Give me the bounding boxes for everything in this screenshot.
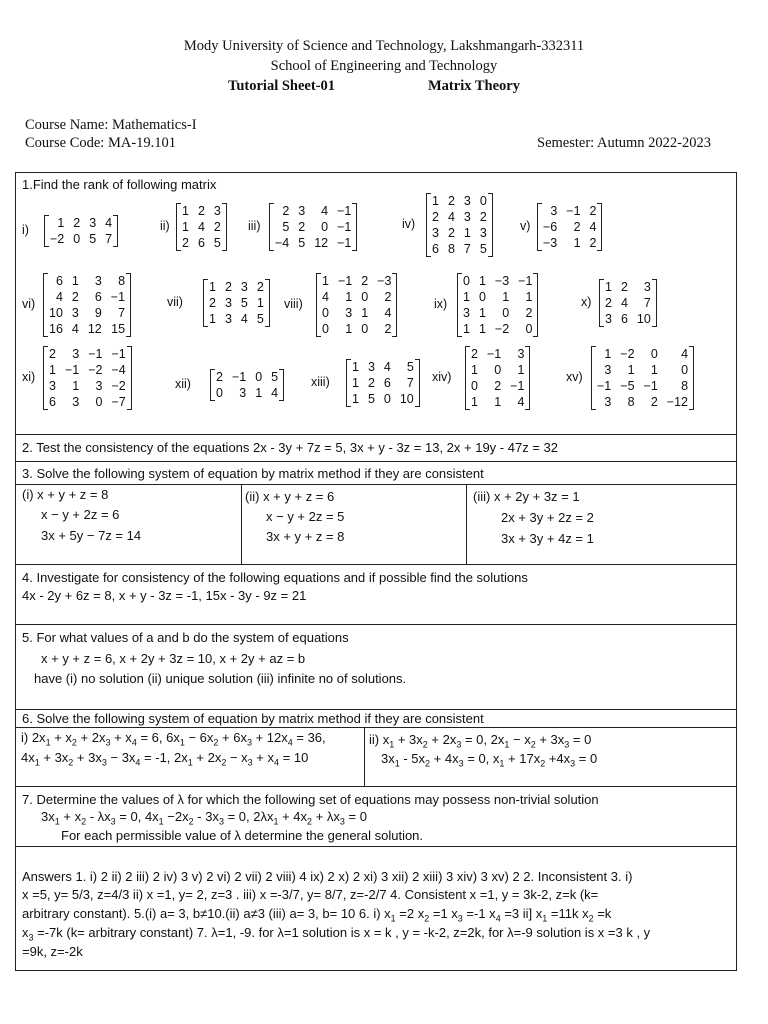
matrix-cell: 1 bbox=[352, 360, 359, 374]
matrix-cell: 3 bbox=[605, 312, 612, 326]
matrix-cell: 4 bbox=[589, 220, 597, 234]
matrix-cell: 1 bbox=[71, 274, 79, 288]
matrix-2 bbox=[176, 203, 227, 251]
matrix-cell: 1 bbox=[345, 322, 353, 336]
matrix-cell: 2 bbox=[573, 220, 581, 234]
matrix-cell: 2 bbox=[447, 226, 455, 240]
matrix-cell: −12 bbox=[666, 395, 689, 409]
matrix-cell: −3 bbox=[543, 236, 558, 250]
matrix-cell: 9 bbox=[94, 306, 102, 320]
matrix-cell: 3 bbox=[604, 395, 612, 409]
matrix-cell: −2 bbox=[494, 322, 510, 336]
matrix-cell: 3 bbox=[240, 280, 248, 294]
matrix-cell: 1 bbox=[255, 386, 263, 400]
matrix-cell: 10 bbox=[399, 392, 414, 406]
question-5-line3: have (i) no solution (ii) unique solution (iii) infinite no of solutions. bbox=[34, 671, 407, 686]
matrix-cell: −1 bbox=[231, 370, 247, 384]
question-2-section bbox=[15, 435, 737, 462]
matrix-cell: 0 bbox=[322, 306, 329, 320]
matrix-cell: 4 bbox=[383, 360, 391, 374]
matrix-cell: 4 bbox=[271, 386, 279, 400]
question-5-section bbox=[15, 625, 737, 710]
matrix-cell: 1 bbox=[525, 290, 533, 304]
matrix-cell: 1 bbox=[463, 322, 470, 336]
matrix-cell: 0 bbox=[383, 392, 391, 406]
matrix-cell: 5 bbox=[213, 236, 221, 250]
matrix-cell: 2 bbox=[494, 379, 502, 393]
matrix-cell: 4 bbox=[384, 306, 392, 320]
matrix-cell: 3 bbox=[72, 347, 80, 361]
matrix-cell: 1 bbox=[627, 363, 635, 377]
matrix-cell: −1 bbox=[486, 347, 502, 361]
q3-part-i-eq2: x − y + 2z = 6 bbox=[41, 507, 120, 522]
q6-part-ii-line2: $3x_1 - 5x_2 + 4x_3 = 0$, $x_1 + 17x_2 +4x_3 = 0$ bbox=[381, 751, 598, 769]
matrix-cell: 0 bbox=[471, 379, 478, 393]
matrix-cell: 1 bbox=[478, 306, 486, 320]
matrix-cell: 3 bbox=[604, 363, 612, 377]
matrix-cell: 0 bbox=[463, 274, 470, 288]
matrix-label: iii) bbox=[248, 219, 261, 233]
matrix-cell: 3 bbox=[89, 216, 97, 230]
matrix-cell: 0 bbox=[321, 220, 329, 234]
matrix-cell: 4 bbox=[197, 220, 205, 234]
q3-part-i-label: (i) bbox=[22, 487, 34, 502]
matrix-cell: 2 bbox=[447, 194, 455, 208]
matrix-cell: −2 bbox=[88, 363, 103, 377]
matrix-cell: −1 bbox=[597, 379, 612, 393]
matrix-cell: 3 bbox=[463, 194, 471, 208]
matrix-cell: 3 bbox=[463, 306, 470, 320]
question-4-section bbox=[15, 565, 737, 625]
matrix-cell: 0 bbox=[479, 194, 487, 208]
matrix-cell: 1 bbox=[463, 290, 470, 304]
matrix-cell: −4 bbox=[111, 363, 126, 377]
q3-part-iii-eq1: x + 2y + 3z = 1 bbox=[493, 489, 580, 504]
matrix-cell: 4 bbox=[517, 395, 525, 409]
matrix-cell: 0 bbox=[322, 322, 329, 336]
answers-line3: arbitrary constant). 5.(i) a= 3, b≠10.(ii) a≠3 (iii) a= 3, b= 10 6. i) $x_1 =2$ $x_2 =1$ $x_3 =-1$ $x_4 =3$ ii] $x_1 =11k$ $x_2 =k$ bbox=[22, 906, 612, 924]
matrix-cell: 7 bbox=[406, 376, 414, 390]
matrix-cell: 5 bbox=[282, 220, 290, 234]
matrix-cell: −1 bbox=[643, 379, 658, 393]
matrix-cell: 3 bbox=[479, 226, 487, 240]
matrix-cell: 4 bbox=[71, 322, 79, 336]
matrix-cell: 3 bbox=[463, 210, 471, 224]
matrix-cell: 4 bbox=[55, 290, 63, 304]
matrix-cell: 2 bbox=[216, 370, 223, 384]
matrix-5 bbox=[537, 203, 602, 251]
matrix-cell: 3 bbox=[643, 280, 651, 294]
matrix-cell: 2 bbox=[384, 290, 392, 304]
matrix-12 bbox=[210, 369, 284, 401]
matrix-11 bbox=[43, 346, 132, 410]
matrix-1 bbox=[44, 215, 118, 247]
matrix-cell: 6 bbox=[383, 376, 391, 390]
q3-part-iii-eq3: 3x + 3y + 4z = 1 bbox=[501, 531, 594, 546]
matrix-cell: 3 bbox=[72, 395, 80, 409]
q3-part-iii-eq2: 2x + 3y + 2z = 2 bbox=[501, 510, 594, 525]
matrix-cell: 2 bbox=[589, 236, 597, 250]
q3-part-ii-eq1: x + y + z = 6 bbox=[263, 489, 335, 504]
q6-part-ii-line1: ii) $x_1 + 3x_2 + 2x_3 = 0$, $2x_1 - x_2 + 3x_3 = 0$ bbox=[369, 732, 592, 750]
matrix-cell: 2 bbox=[73, 216, 81, 230]
matrix-cell: 0 bbox=[650, 347, 658, 361]
matrix-cell: −1 bbox=[337, 220, 352, 234]
q6-part-i-line2: $4x_1 + 3x_2 + 3x_3 - 3x_4 = -1$, $2x_1 + 2x_2 - x_3 + x_4 = 10$ bbox=[21, 750, 309, 768]
matrix-cell: 0 bbox=[73, 232, 81, 246]
matrix-cell: 5 bbox=[89, 232, 97, 246]
question-4-line1: 4. Investigate for consistency of the following equations and if possible find the solutions bbox=[22, 570, 528, 585]
matrix-cell: 3 bbox=[345, 306, 353, 320]
matrix-cell: 1 bbox=[605, 280, 612, 294]
matrix-8 bbox=[316, 273, 397, 337]
semester: Semester: Autumn 2022-2023 bbox=[537, 135, 711, 151]
matrix-cell: 1 bbox=[478, 322, 486, 336]
matrix-cell: 0 bbox=[361, 322, 369, 336]
matrix-cell: 5 bbox=[256, 312, 264, 326]
course-code: Course Code: MA-19.101 bbox=[25, 135, 177, 151]
question-1-section bbox=[15, 172, 737, 435]
matrix-cell: 2 bbox=[525, 306, 533, 320]
matrix-label: vi) bbox=[22, 297, 36, 311]
matrix-label: ix) bbox=[434, 297, 448, 311]
matrix-7 bbox=[203, 279, 270, 327]
matrix-label: xiv) bbox=[432, 370, 452, 384]
matrix-cell: −6 bbox=[543, 220, 558, 234]
question-7-line2: $3x_1 + x_2 - \lambda x_3 = 0$, $4x_1 -2x_2 - 3x_3 = 0$, $2\lambda x_1 + 4x_2 + \lambda x_3 = 0$ bbox=[41, 809, 367, 827]
matrix-cell: 2 bbox=[182, 236, 189, 250]
matrix-cell: 7 bbox=[105, 232, 113, 246]
matrix-cell: −3 bbox=[494, 274, 510, 288]
matrix-cell: 5 bbox=[298, 236, 306, 250]
matrix-label: xii) bbox=[175, 377, 191, 391]
matrix-cell: 10 bbox=[636, 312, 651, 326]
matrix-cell: 1 bbox=[471, 363, 478, 377]
matrix-cell: 6 bbox=[49, 395, 56, 409]
matrix-cell: 7 bbox=[118, 306, 126, 320]
q3-part-i-eq3: 3x + 5y − 7z = 14 bbox=[41, 528, 142, 543]
matrix-cell: 0 bbox=[478, 290, 486, 304]
matrix-cell: 1 bbox=[463, 226, 471, 240]
matrix-cell: 1 bbox=[182, 204, 189, 218]
matrix-6 bbox=[43, 273, 131, 337]
matrix-cell: 4 bbox=[620, 296, 628, 310]
q3-part-iii-label: (iii) bbox=[473, 489, 491, 504]
matrix-cell: 3 bbox=[367, 360, 375, 374]
school-name: School of Engineering and Technology bbox=[270, 58, 498, 74]
matrix-cell: 10 bbox=[49, 306, 63, 320]
matrix-label: xv) bbox=[566, 370, 583, 384]
matrix-cell: 2 bbox=[209, 296, 216, 310]
matrix-cell: 2 bbox=[605, 296, 612, 310]
matrix-cell: 6 bbox=[197, 236, 205, 250]
matrix-cell: 3 bbox=[298, 204, 306, 218]
matrix-cell: 2 bbox=[620, 280, 628, 294]
matrix-cell: −1 bbox=[111, 347, 126, 361]
matrix-cell: 2 bbox=[71, 290, 79, 304]
question-1-title: 1.Find the rank of following matrix bbox=[22, 177, 217, 192]
matrix-cell: −1 bbox=[337, 274, 353, 288]
question-7-line1: 7. Determine the values of λ for which the following set of equations may possess non-trivial solution bbox=[22, 792, 599, 807]
matrix-cell: 1 bbox=[502, 290, 510, 304]
matrix-cell: 16 bbox=[49, 322, 63, 336]
question-3-title: 3. Solve the following system of equation by matrix method if they are consistent bbox=[22, 466, 484, 481]
matrix-cell: 2 bbox=[213, 220, 221, 234]
matrix-cell: 1 bbox=[72, 379, 80, 393]
matrix-cell: 7 bbox=[643, 296, 651, 310]
matrix-cell: 1 bbox=[209, 312, 216, 326]
matrix-cell: 1 bbox=[361, 306, 369, 320]
matrix-cell: 0 bbox=[255, 370, 263, 384]
matrix-cell: 3 bbox=[49, 379, 56, 393]
matrix-cell: 8 bbox=[681, 379, 689, 393]
matrix-cell: 3 bbox=[517, 347, 525, 361]
matrix-cell: 5 bbox=[240, 296, 248, 310]
matrix-cell: 3 bbox=[224, 296, 232, 310]
matrix-cell: 2 bbox=[589, 204, 597, 218]
matrix-cell: 2 bbox=[432, 210, 439, 224]
answers-section bbox=[15, 847, 737, 971]
matrix-cell: −1 bbox=[337, 236, 352, 250]
matrix-cell: 12 bbox=[314, 236, 329, 250]
matrix-cell: 2 bbox=[256, 280, 264, 294]
matrix-cell: −1 bbox=[64, 363, 80, 377]
matrix-cell: 1 bbox=[352, 376, 359, 390]
matrix-cell: 5 bbox=[406, 360, 414, 374]
matrix-cell: 0 bbox=[681, 363, 689, 377]
matrix-cell: 6 bbox=[94, 290, 102, 304]
matrix-cell: 1 bbox=[432, 194, 439, 208]
university-name: Mody University of Science and Technology, Lakshmangarh-332311 bbox=[183, 38, 585, 54]
matrix-cell: 2 bbox=[367, 376, 375, 390]
matrix-cell: −5 bbox=[620, 379, 635, 393]
answers-line1: Answers 1. i) 2 ii) 2 iii) 2 iv) 3 v) 2 vi) 2 vii) 2 viii) 4 ix) 2 x) 2 xi) 3 xii) 2 xiii) 3 xiv) 3 xv) 2 2. Inconsistent 3. i) bbox=[22, 869, 633, 884]
matrix-cell: 8 bbox=[118, 274, 126, 288]
matrix-cell: −1 bbox=[110, 290, 126, 304]
matrix-cell: 4 bbox=[240, 312, 248, 326]
matrix-cell: 1 bbox=[478, 274, 486, 288]
matrix-label: iv) bbox=[402, 217, 416, 231]
q3-part-ii-eq3: 3x + y + z = 8 bbox=[266, 529, 345, 544]
question-3-section bbox=[15, 462, 737, 565]
matrix-cell: 8 bbox=[447, 242, 455, 256]
matrix-cell: −1 bbox=[510, 379, 525, 393]
matrix-cell: 6 bbox=[55, 274, 63, 288]
course-name: Course Name: Mathematics-I bbox=[25, 117, 197, 133]
matrix-cell: 0 bbox=[216, 386, 223, 400]
matrix-cell: 2 bbox=[650, 395, 658, 409]
answers-line2: x =5, y= 5/3, z=4/3 ii) x =1, y= 2, z=3 . iii) x =-3/7, y= 8/7, z=-2/7 4. Consistent x =1, y = 3k-2, z=k (k= bbox=[22, 887, 599, 902]
matrix-cell: 1 bbox=[256, 296, 264, 310]
matrix-cell: 4 bbox=[321, 204, 329, 218]
matrix-cell: −1 bbox=[518, 274, 533, 288]
matrix-cell: 1 bbox=[471, 395, 478, 409]
question-7-line3: For each permissible value of λ determine the general solution. bbox=[61, 828, 424, 843]
matrix-10 bbox=[599, 279, 657, 327]
matrix-label: xi) bbox=[22, 370, 36, 384]
matrix-cell: −3 bbox=[377, 274, 392, 288]
matrix-cell: −7 bbox=[111, 395, 126, 409]
matrix-cell: 5 bbox=[479, 242, 487, 256]
matrix-cell: −2 bbox=[620, 347, 635, 361]
matrix-cell: 1 bbox=[182, 220, 189, 234]
matrix-cell: 3 bbox=[239, 386, 247, 400]
matrix-cell: 1 bbox=[209, 280, 216, 294]
matrix-cell: 4 bbox=[105, 216, 113, 230]
matrix-label: x) bbox=[581, 295, 592, 309]
matrix-cell: 12 bbox=[87, 322, 102, 336]
question-5-line2: x + y + z = 6, x + 2y + 3z = 10, x + 2y + az = b bbox=[41, 651, 306, 666]
matrix-cell: −2 bbox=[50, 232, 65, 246]
matrix-cell: 1 bbox=[650, 363, 658, 377]
matrix-cell: 2 bbox=[49, 347, 56, 361]
question-6-section bbox=[15, 710, 737, 787]
matrix-cell: 3 bbox=[224, 312, 232, 326]
matrix-cell: −2 bbox=[111, 379, 126, 393]
matrix-label: viii) bbox=[284, 297, 303, 311]
matrix-cell: −1 bbox=[337, 204, 352, 218]
matrix-cell: 2 bbox=[282, 204, 290, 218]
matrix-cell: 6 bbox=[620, 312, 628, 326]
matrix-cell: 3 bbox=[213, 204, 221, 218]
matrix-cell: 1 bbox=[345, 290, 353, 304]
matrix-15 bbox=[591, 346, 694, 410]
matrix-cell: 5 bbox=[271, 370, 279, 384]
matrix-cell: 2 bbox=[361, 274, 369, 288]
matrix-cell: 3 bbox=[71, 306, 79, 320]
question-5-line1: 5. For what values of a and b do the system of equations bbox=[22, 630, 349, 645]
matrix-cell: −4 bbox=[275, 236, 290, 250]
matrix-cell: 3 bbox=[550, 204, 558, 218]
matrix-cell: 1 bbox=[604, 347, 612, 361]
answers-line5: =9k, z=-2k bbox=[22, 944, 83, 959]
matrix-cell: 2 bbox=[224, 280, 232, 294]
sheet-title: Tutorial Sheet-01 bbox=[228, 78, 336, 94]
matrix-label: vii) bbox=[167, 295, 183, 309]
matrix-9 bbox=[457, 273, 538, 337]
question-7-section bbox=[15, 787, 737, 847]
matrix-label: i) bbox=[22, 223, 29, 237]
matrix-cell: 2 bbox=[471, 347, 478, 361]
matrix-cell: 1 bbox=[517, 363, 525, 377]
question-2-text: 2. Test the consistency of the equations 2x - 3y + 7z = 5, 3x + y - 3z = 13, 2x + 19y - 47z = 32 bbox=[22, 440, 558, 455]
matrix-cell: 2 bbox=[384, 322, 392, 336]
matrix-label: v) bbox=[520, 219, 531, 233]
question-4-line2: 4x - 2y + 6z = 8, x + y - 3z = -1, 15x - 3y - 9z = 21 bbox=[22, 588, 307, 603]
matrix-cell: 15 bbox=[111, 322, 126, 336]
matrix-cell: 2 bbox=[479, 210, 487, 224]
matrix-cell: 8 bbox=[627, 395, 635, 409]
matrix-cell: 3 bbox=[94, 274, 102, 288]
matrix-cell: −1 bbox=[566, 204, 581, 218]
q3-part-i-eq1: x + y + z = 8 bbox=[37, 487, 109, 502]
matrix-cell: 1 bbox=[57, 216, 65, 230]
matrix-cell: 7 bbox=[463, 242, 471, 256]
matrix-cell: 1 bbox=[573, 236, 581, 250]
q3-part-ii-eq2: x − y + 2z = 5 bbox=[266, 509, 345, 524]
matrix-cell: 1 bbox=[322, 274, 329, 288]
matrix-cell: 0 bbox=[502, 306, 510, 320]
matrix-cell: 6 bbox=[432, 242, 439, 256]
matrix-cell: 1 bbox=[352, 392, 359, 406]
matrix-cell: 0 bbox=[95, 395, 103, 409]
q6-part-i-line1: i) $2x_1 + x_2 + 2x_3 + x_4 = 6$, $6x_1 - 6x_2 + 6x_3 + 12x_4 = 36$, bbox=[21, 730, 326, 748]
matrix-cell: 0 bbox=[361, 290, 369, 304]
matrix-13 bbox=[346, 359, 420, 407]
matrix-14 bbox=[465, 346, 530, 410]
matrix-cell: 4 bbox=[322, 290, 329, 304]
q3-part-ii-label: (ii) bbox=[245, 489, 260, 504]
matrix-cell: 4 bbox=[447, 210, 455, 224]
matrix-4 bbox=[426, 193, 493, 257]
matrix-3 bbox=[269, 203, 357, 251]
matrix-cell: 0 bbox=[525, 322, 533, 336]
matrix-cell: 5 bbox=[367, 392, 375, 406]
matrix-cell: 2 bbox=[197, 204, 205, 218]
sheet-topic: Matrix Theory bbox=[428, 78, 520, 94]
matrix-cell: 2 bbox=[298, 220, 306, 234]
matrix-label: ii) bbox=[160, 219, 170, 233]
answers-line4: $x_3 =-7k$ (k= arbitrary constant) 7. λ=1, -9. for λ=1 solution is x = k , y = -k-2, z=2k, for λ=-9 solution is x =3 k , y bbox=[22, 925, 651, 943]
matrix-cell: 1 bbox=[49, 363, 56, 377]
matrix-cell: 4 bbox=[681, 347, 689, 361]
matrix-cell: 3 bbox=[432, 226, 439, 240]
matrix-cell: −1 bbox=[88, 347, 103, 361]
question-6-title: 6. Solve the following system of equation by matrix method if they are consistent bbox=[22, 711, 484, 726]
matrix-cell: 1 bbox=[494, 395, 502, 409]
matrix-cell: 3 bbox=[95, 379, 103, 393]
matrix-label: xiii) bbox=[311, 375, 330, 389]
matrix-cell: 0 bbox=[494, 363, 502, 377]
